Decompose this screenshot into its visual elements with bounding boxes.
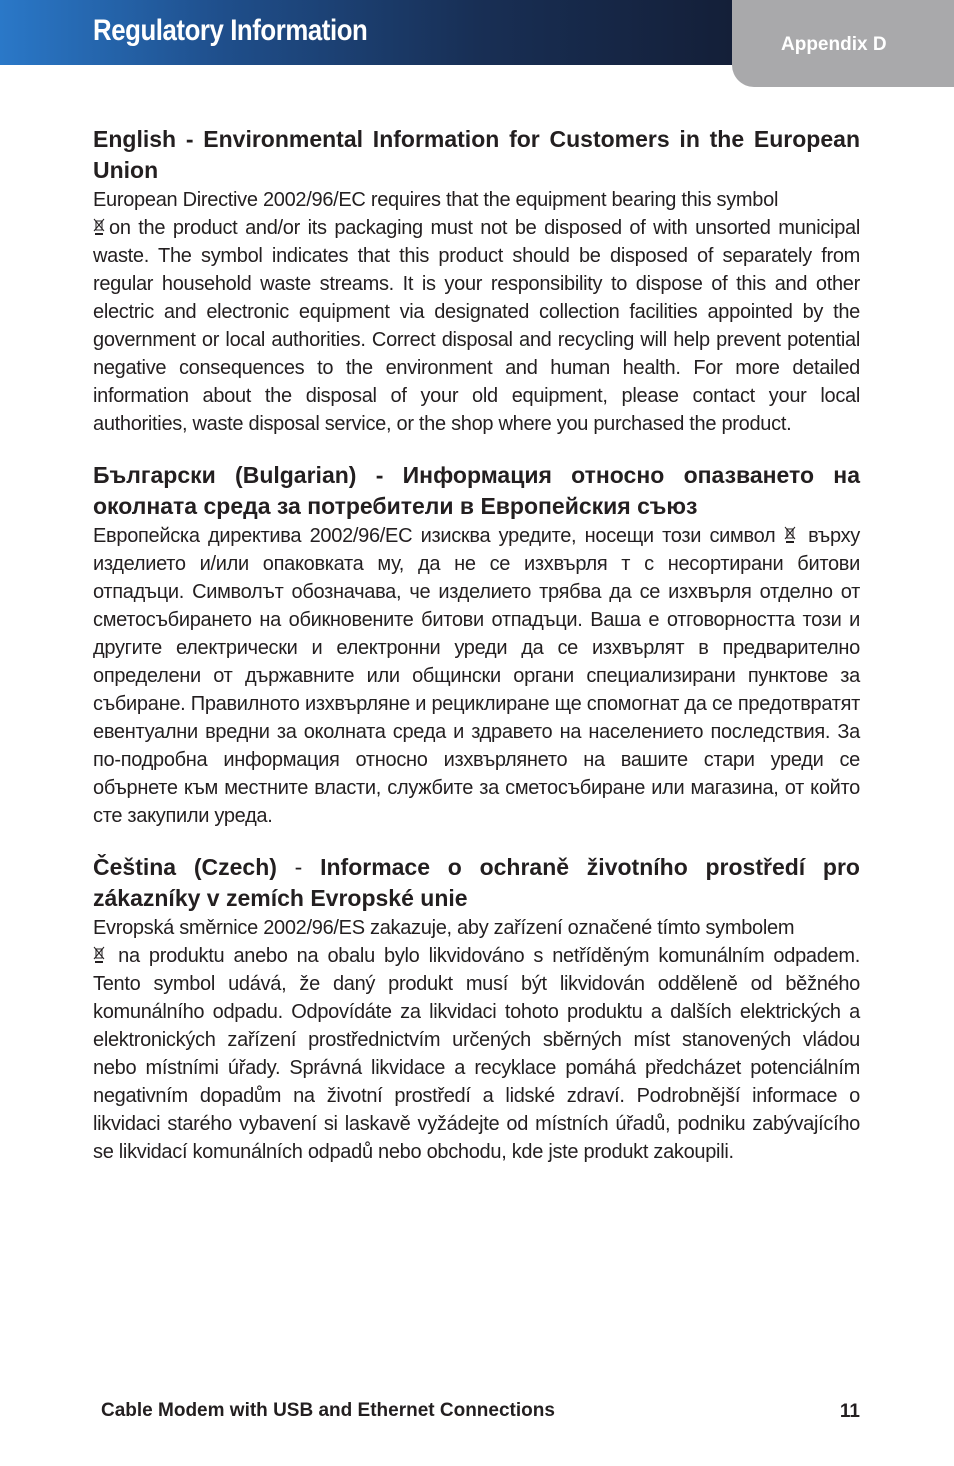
heading-language: Čeština (Czech) <box>93 854 277 880</box>
section-bulgarian <box>93 460 860 830</box>
body-text-after: върху изделието и/или опаковката му, да не се изхвърля т с несортирани битови отпадъци. Символът обозначава, че изделието трябва да се изхвърля отделно от сметосъбирането на обикновените битови отпадъци. Ваша е отговорността този и другите електрически и електронни уреди да се изхвърлят в предварително определени от държавните или общински органи специализирани пунктове за събиране. Правилното изхвърляне и рециклиране ще спомогнат да се предотвратят евентуални вредни за околната среда и здравето на населението последствия. За по-подробна информация относно изхвърлянето на вашите стари уреди се обърнете към местните власти, службите за сметосъбиране или магазина, от който сте закупили уреда. <box>93 525 860 827</box>
heading-title: Informace o ochraně životního prostředí pro zákazníky v zemích Evropské unie <box>93 854 860 911</box>
body-text-after: na produktu anebo na obalu bylo likvidováno s netříděným komunálním odpadem. Tento symbol udává, že daný produkt musí být likvidován odděleně od běžného komunálního odpadu. Odpovídáte za likvidaci tohoto produktu a dalších elektrických a elektronických zařízení prostřednictvím určených sběrných míst stanovených vládou nebo místními úřady. Správná likvidace a recyklace pomáhá předcházet potenciálním negativním dopadům na životní prostředí a lidské zdraví. Podrobnější informace o likvidaci starého vybavení si laskavě vyžádejte od místních úřadů, podniku zabývajícího se likvidací komunálních odpadů nebo obchodu, kde jste produkt zakoupili. <box>93 945 860 1163</box>
crossed-out-wheelie-bin-icon <box>93 946 105 963</box>
header-band <box>0 0 732 65</box>
crossed-out-wheelie-bin-icon <box>93 218 105 235</box>
body-text-before: European Directive 2002/96/EC requires that the equipment bearing this symbol <box>93 189 779 211</box>
crossed-out-wheelie-bin-icon <box>784 526 796 543</box>
heading-separator: - <box>276 854 321 880</box>
section-body <box>93 186 860 438</box>
page-number: 11 <box>839 1401 860 1422</box>
appendix-tab <box>732 0 954 87</box>
body-text-before: Европейска директива 2002/96/EC изисква уредите, носещи този символ <box>93 525 776 547</box>
section-heading: English - Environmental Information for Customers in the European Union <box>93 126 860 183</box>
content <box>93 124 860 1188</box>
section-english <box>93 124 860 438</box>
footer-product-title: Cable Modem with USB and Ethernet Connections <box>101 1400 555 1421</box>
section-heading <box>93 852 860 914</box>
section-body <box>93 914 860 1166</box>
section-heading: Български (Bulgarian) - Информация относно опазването на околната среда за потребители в Европейския съюз <box>93 462 860 519</box>
body-text-after: on the product and/or its packaging must not be disposed of with unsorted municipal waste. The symbol indicates that this product should be disposed of separately from regular household waste streams. It is your responsibility to dispose of this and other electric and electronic equipment via designated collection facilities appointed by the government or local authorities. Correct disposal and recycling will help prevent potential negative consequences to the environment and human health. For more detailed information about the disposal of your old equipment, please contact your local authorities, waste disposal service, or the shop where you purchased the product. <box>93 217 860 435</box>
appendix-label: Appendix D <box>781 34 887 55</box>
page-title: Regulatory Information <box>93 14 368 47</box>
body-text-before: Evropská směrnice 2002/96/ES zakazuje, aby zařízení označené tímto symbolem <box>93 917 795 939</box>
section-body <box>93 522 860 830</box>
section-czech <box>93 852 860 1166</box>
